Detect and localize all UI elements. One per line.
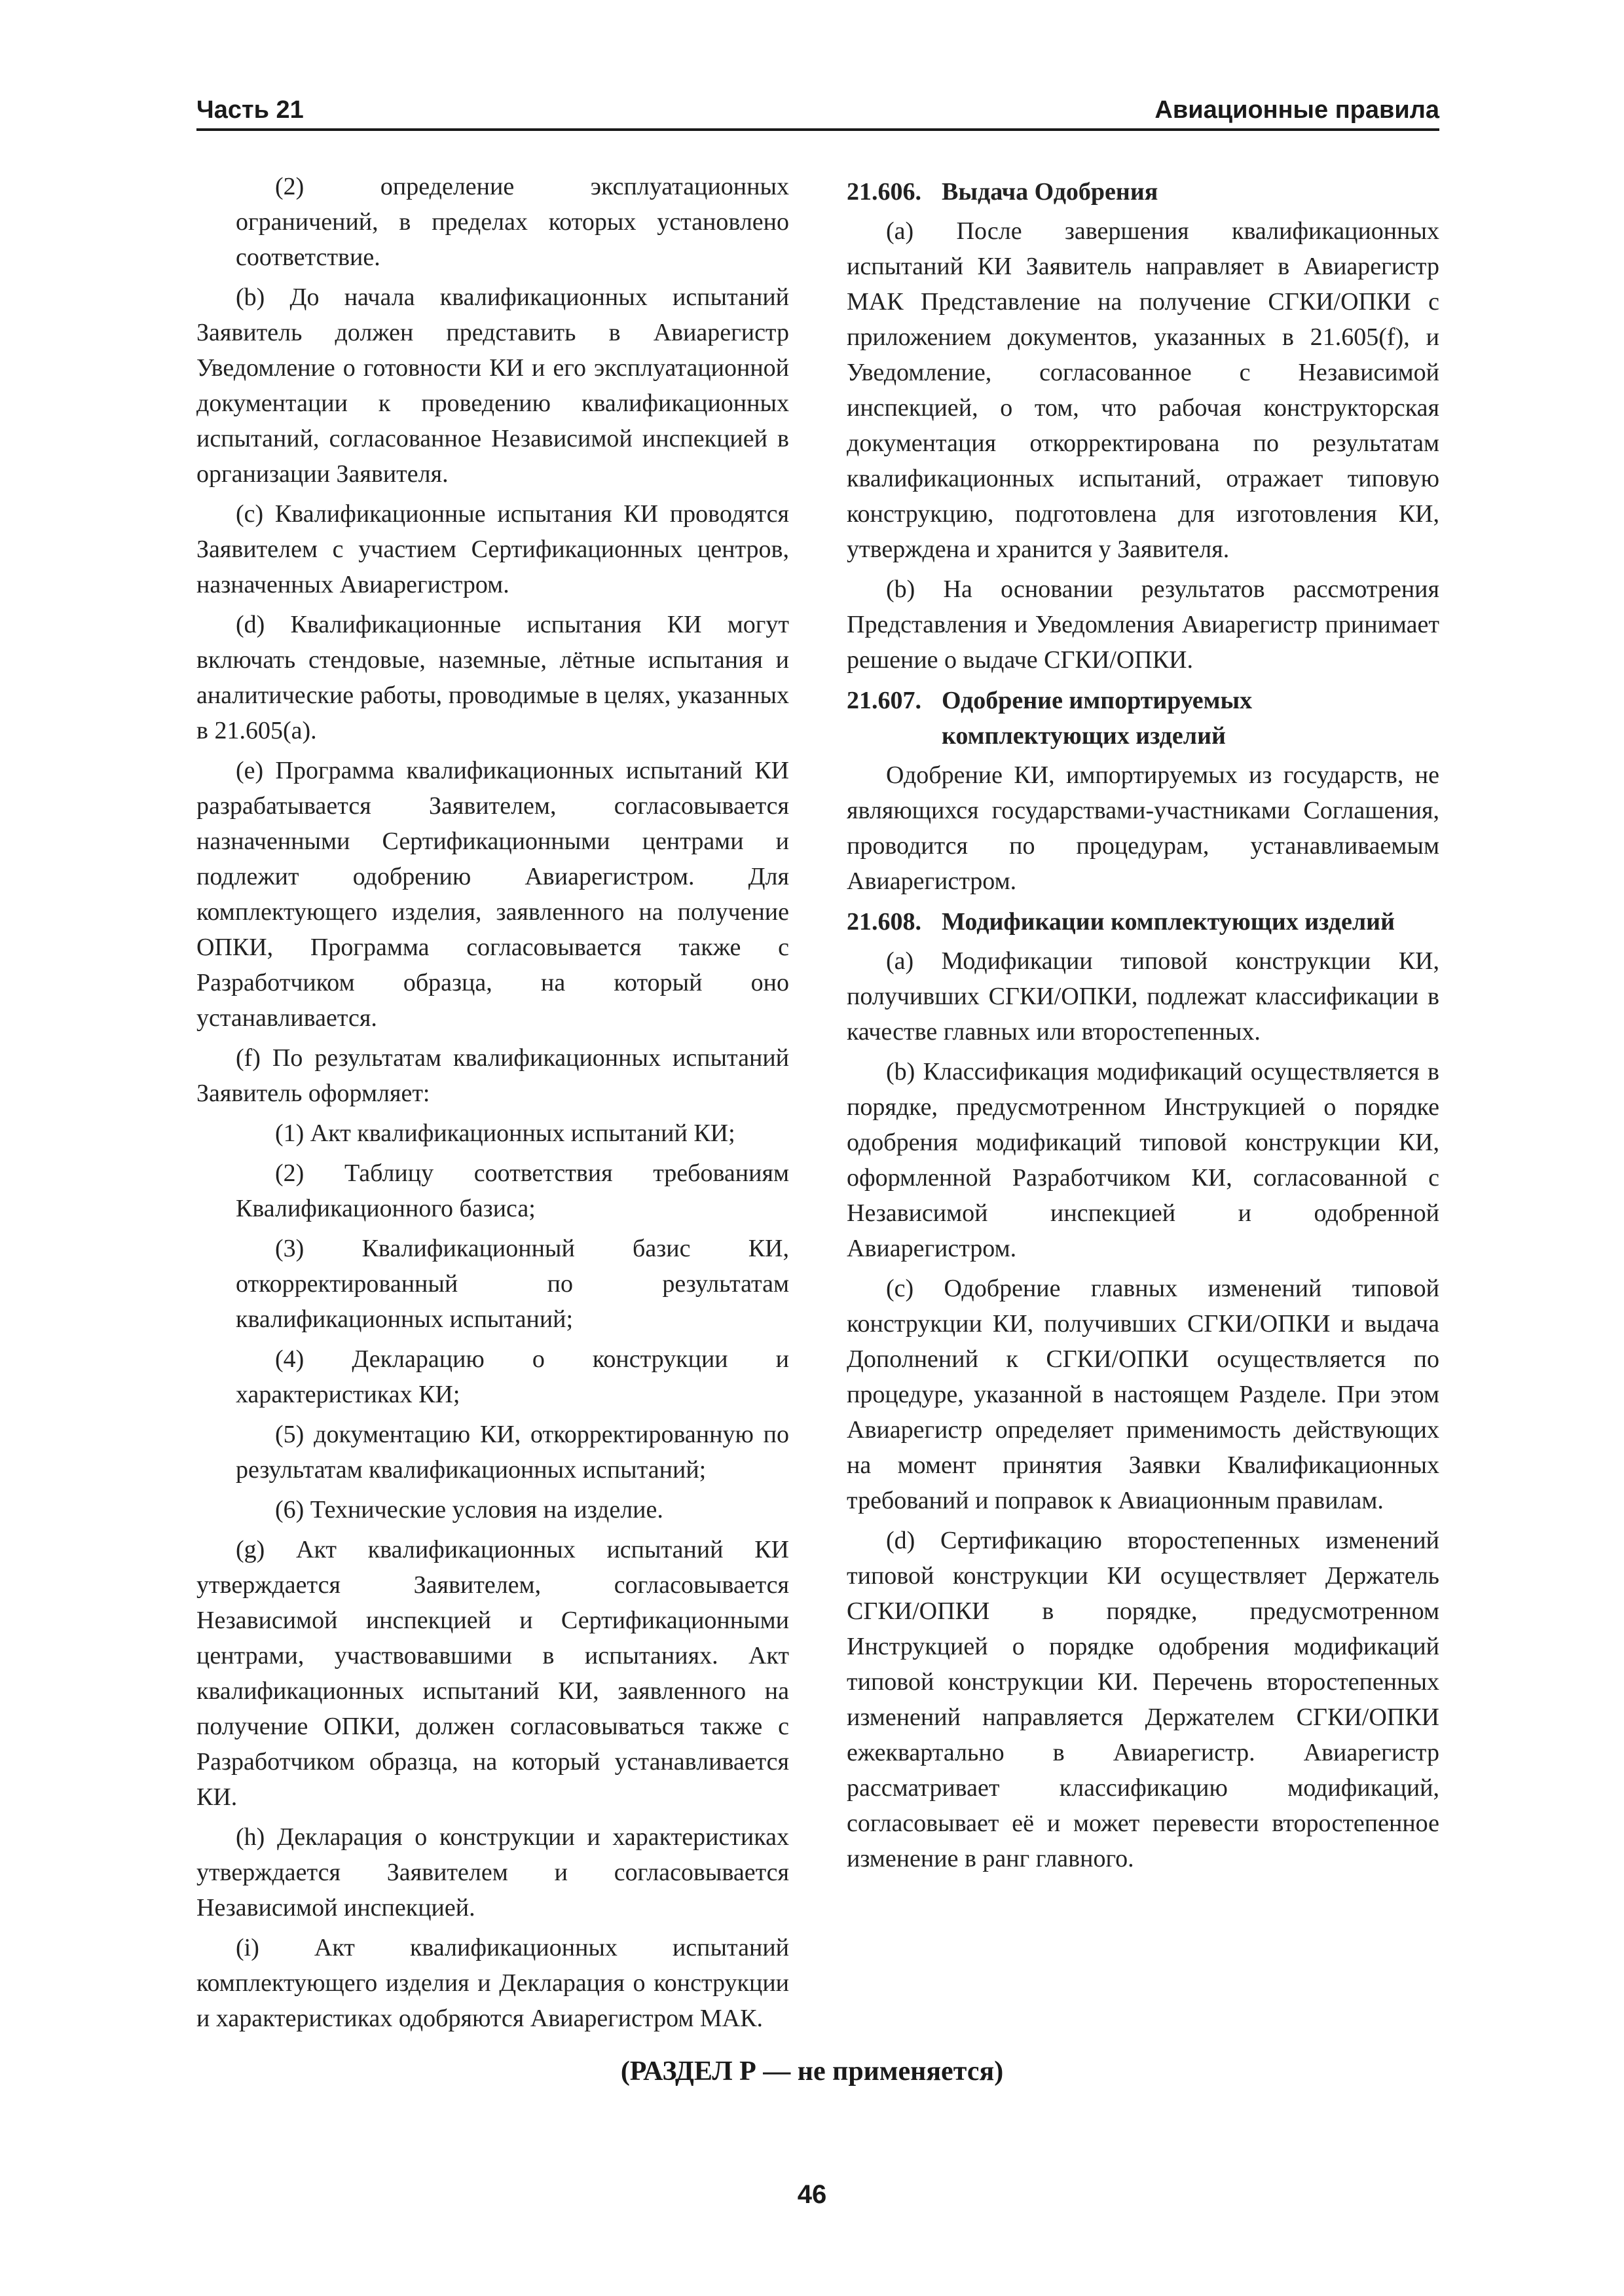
paragraph-f: (f) По результатам квалификационных испытаний Заявитель оформляет: — [196, 1044, 789, 1107]
section-number: 21.608. — [847, 908, 921, 936]
paragraph-608-a: (a) Модификации типовой конструкции КИ, получивших СГКИ/ОПКИ, подлежат классификации в качестве главных или второстепенных. — [847, 947, 1439, 1046]
left-column — [196, 169, 789, 2041]
paragraph-607: Одобрение КИ, импортируемых из государств, не являющихся государствами-участниками Соглашения, проводится по процедурам, устанавливаемым Авиарегистром. — [847, 761, 1439, 895]
list-item-f4: (4) Декларацию о конструкции и характеристиках КИ; — [236, 1345, 789, 1408]
list-item-f5: (5) документацию КИ, откорректированную по результатам квалификационных испытаний; — [236, 1421, 789, 1484]
paragraph-608-d: (d) Сертификацию второстепенных изменений типовой конструкции КИ осуществляет Держатель СГКИ/ОПКИ в порядке, предусмотренном Инструкцией о порядке одобрения модификаций типовой конструкции КИ. Перечень второстепенных изменений направляется Держателем СГКИ/ОПКИ ежеквартально в Авиарегистр. Авиарегистр рассматривает классификацию модификаций, согласовывает её и может перевести второстепенное изменение в ранг главного. — [847, 1527, 1439, 1872]
list-item-f2: (2) Таблицу соответствия требованиям Квалификационного базиса; — [236, 1159, 789, 1222]
paragraph-606-b: (b) На основании результатов рассмотрения Представления и Уведомления Авиарегистр принимает решение о выдаче СГКИ/ОПКИ. — [847, 575, 1439, 674]
list-item-f6: (6) Технические условия на изделие. — [275, 1496, 663, 1523]
right-column — [847, 169, 1439, 1881]
paragraph-a2: (2) определение эксплуатационных ограничений, в пределах которых установлено соответствие. — [236, 173, 789, 271]
section-title: Модификации комплектующих изделий — [942, 908, 1395, 936]
section-number: 21.607. — [847, 687, 921, 714]
section-title: Выдача Одобрения — [942, 178, 1158, 206]
paragraph-c: (c) Квалификационные испытания КИ проводятся Заявителем с участием Сертификационных центров, назначенных Авиарегистром. — [196, 500, 789, 598]
section-number: 21.606. — [847, 178, 921, 206]
header-document-title: Авиационные правила — [1154, 96, 1439, 124]
paragraph-e: (e) Программа квалификационных испытаний КИ разрабатывается Заявителем, согласовывается назначенными Сертификационными центрами и подлежит одобрению Авиарегистром. Для комплектующего изделия, заявленного на получение ОПКИ, Программа согласовывается также с Разработчиком образца, на который оно устанавливается. — [196, 757, 789, 1032]
section-heading-21-607 — [847, 683, 1439, 754]
paragraph-h: (h) Декларация о конструкции и характеристиках утверждается Заявителем и согласовывается Независимой инспекцией. — [196, 1823, 789, 1922]
paragraph-b: (b) До начала квалификационных испытаний Заявитель должен представить в Авиарегистр Уведомление о готовности КИ и его эксплуатационной документации к проведению квалификационных испытаний, согласованное Независимой инспекцией в организации Заявителя. — [196, 283, 789, 488]
section-p-note: (РАЗДЕЛ Р — не применяется) — [620, 2056, 1004, 2086]
paragraph-606-a: (a) После завершения квалификационных испытаний КИ Заявитель направляет в Авиарегистр МАК Представление на получение СГКИ/ОПКИ с приложением документов, указанных в 21.605(f), и Уведомление, согласованное с Независимой инспекцией, о том, что рабочая конструкторская документация откорректирована по результатам квалификационных испытаний, отражает типовую конструкцию, подготовлена для изготовления КИ, утверждена и хранится у Заявителя. — [847, 217, 1439, 563]
page-number: 46 — [797, 2180, 827, 2209]
header-part-label: Часть 21 — [196, 96, 304, 124]
list-item-f1: (1) Акт квалификационных испытаний КИ; — [275, 1120, 735, 1147]
paragraph-608-c: (c) Одобрение главных изменений типовой конструкции КИ, получивших СГКИ/ОПКИ и выдача Дополнений к СГКИ/ОПКИ осуществляется по процедуре, указанной в настоящем Разделе. При этом Авиарегистр определяет применимость действующих на момент принятия Заявки Квалификационных требований и поправок к Авиационным правилам. — [847, 1275, 1439, 1514]
paragraph-i: (i) Акт квалификационных испытаний комплектующего изделия и Декларация о конструкции и характеристиках одобряются Авиарегистром МАК. — [196, 1934, 789, 2032]
page-header — [196, 90, 1439, 131]
section-title: Одобрение импортируемых комплектующих изделий — [942, 687, 1253, 750]
section-heading-21-608 — [847, 904, 1439, 939]
paragraph-g: (g) Акт квалификационных испытаний КИ утверждается Заявителем, согласовывается Независимой инспекцией и Сертификационными центрами, участвовавшими в испытаниях. Акт квалификационных испытаний КИ, заявленного на получение ОПКИ, должен согласовываться также с Разработчиком образца, на который устанавливается КИ. — [196, 1536, 789, 1811]
paragraph-d: (d) Квалификационные испытания КИ могут включать стендовые, наземные, лётные испытания и аналитические работы, проводимые в целях, указанных в 21.605(a). — [196, 611, 789, 744]
paragraph-608-b: (b) Классификация модификаций осуществляется в порядке, предусмотренном Инструкцией о порядке одобрения модификаций типовой конструкции КИ, оформленной Разработчиком КИ, согласованной с Независимой инспекцией и одобренной Авиарегистром. — [847, 1058, 1439, 1262]
section-heading-21-606 — [847, 174, 1439, 210]
list-item-f3: (3) Квалификационный базис КИ, откорректированный по результатам квалификационных испытаний; — [236, 1235, 789, 1333]
